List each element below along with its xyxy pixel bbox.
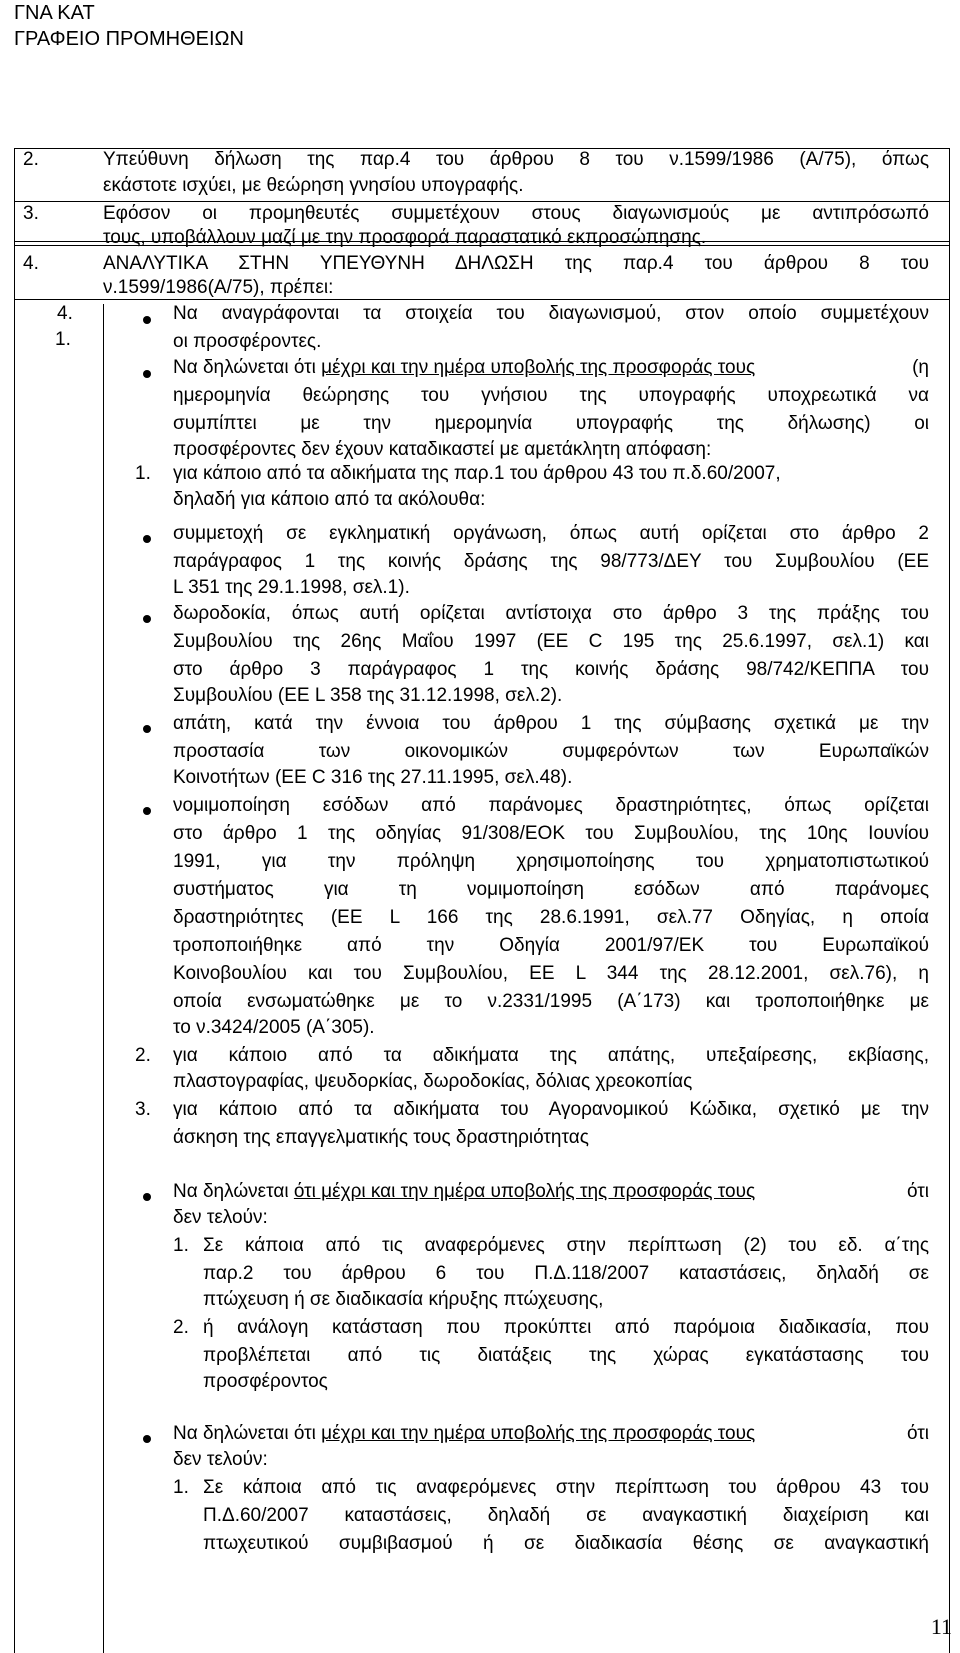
bullet-icon xyxy=(143,370,151,378)
body-text: Να αναγράφονται τα στοιχεία του διαγωνισμού, στον οποίο συμμετέχουν xyxy=(173,303,929,324)
row-text: εκάστοτε ισχύει, με θεώρηση γνησίου υπογραφής. xyxy=(103,175,524,196)
row-text: τους, υποβάλλουν μαζί με την προσφορά παραστατικό εκπροσώπησης. xyxy=(103,227,707,248)
underlined-text: μέχρι και την ημέρα υποβολής της προσφοράς τους xyxy=(321,357,756,378)
body-text: νομιμοποίηση εσόδων από παράνομες δραστηριότητες, όπως ορίζεται xyxy=(173,795,929,816)
body-text: L 351 της 29.1.1998, σελ.1). xyxy=(173,577,410,598)
body-text: τροποποιήθηκε από την Οδηγία 2001/97/ΕΚ του Ευρωπαϊκού xyxy=(173,935,929,956)
body-text: πλαστογραφίας, ψευδορκίας, δωροδοκίας, δόλιας χρεοκοπίας xyxy=(173,1071,693,1092)
bullet-icon xyxy=(143,615,151,623)
underlined-text: μέχρι και την ημέρα υποβολής της προσφοράς τους xyxy=(321,1423,756,1444)
body-text: Συμβουλίου της 26ης Μαΐου 1997 (ΕΕ C 195 της 25.6.1997, σελ.1) και xyxy=(173,631,929,652)
body-text: δραστηριότητες (ΕΕ L 166 της 28.6.1991, σελ.77 Οδηγίας, η οποία xyxy=(173,907,929,928)
bullet-icon xyxy=(143,807,151,815)
body-text: Κοινοτήτων (ΕΕ C 316 της 27.11.1995, σελ.48). xyxy=(173,767,573,788)
body-text: πτωχευτικού συμβιβασμού ή σε διαδικασία θέσης σε αναγκαστική xyxy=(203,1533,929,1554)
list-number: 2. xyxy=(135,1045,151,1066)
body-text: Να δηλώνεται ότι μέχρι και την ημέρα υποβολής της προσφοράς τους ότι xyxy=(173,1423,929,1444)
body-text: Π.Δ.60/2007 καταστάσεις, δηλαδή σε αναγκαστική διαχείριση και xyxy=(203,1505,929,1526)
row-text: ΑΝΑΛΥΤΙΚΑ ΣΤΗΝ ΥΠΕΥΘΥΝΗ ΔΗΛΩΣΗ της παρ.4 του άρθρου 8 του xyxy=(103,253,929,274)
body-text: Να δηλώνεται ότι μέχρι και την ημέρα υποβολής της προσφοράς τους ότι xyxy=(173,1181,929,1202)
body-text: παρ.2 του άρθρου 6 του Π.Δ.118/2007 καταστάσεις, δηλαδή σε xyxy=(203,1263,929,1284)
body-text: για κάποιο από τα αδικήματα του Αγορανομικού Κώδικα, σχετικό με την xyxy=(173,1099,929,1120)
body-text: προσφέροντες δεν έχουν καταδικαστεί με αμετάκλητη απόφαση: xyxy=(173,439,712,460)
list-number: 1. xyxy=(135,463,151,484)
body-text: ημερομηνία θεώρησης του γνήσιου της υπογραφής υποχρεωτικά να xyxy=(173,385,929,406)
body-text: άσκηση της επαγγελματικής τους δραστηριότητας xyxy=(173,1127,589,1148)
body-text: για κάποιο από τα αδικήματα της απάτης, υπεξαίρεσης, εκβίασης, xyxy=(173,1045,929,1066)
row-number: 3. xyxy=(23,203,39,224)
body-text: πτώχευση ή σε διαδικασία κήρυξης πτώχευσης, xyxy=(203,1289,604,1310)
body-text: Συμβουλίου (ΕΕ L 358 της 31.12.1998, σελ.2). xyxy=(173,685,563,706)
body-text: απάτη, κατά την έννοια του άρθρου 1 της σύμβασης σχετικά με την xyxy=(173,713,929,734)
body-text: για κάποιο από τα αδικήματα της παρ.1 του άρθρου 43 του π.δ.60/2007, xyxy=(173,463,781,484)
body-text: προβλέπεται από τις διατάξεις της χώρας εγκατάστασης του xyxy=(203,1345,929,1366)
list-number: 1. xyxy=(173,1235,189,1256)
body-text: οποία ενσωματώθηκε με το ν.2331/1995 (Α΄173) και τροποποιήθηκε με xyxy=(173,991,929,1012)
body-text: παράγραφος 1 της κοινής δράσης της 98/773/ΔΕΥ του Συμβουλίου (ΕΕ xyxy=(173,551,929,572)
body-text: προστασία των οικονομικών συμφερόντων των Ευρωπαϊκών xyxy=(173,741,929,762)
bullet-icon xyxy=(143,1193,151,1201)
row-number: 4. xyxy=(57,303,73,324)
bullet-icon xyxy=(143,725,151,733)
column-divider xyxy=(103,304,104,1653)
body-text: ή ανάλογη κατάσταση που προκύπτει από παρόμοια διαδικασία, που xyxy=(203,1317,929,1338)
body-text: Σε κάποια από τις αναφερόμενες στην περίπτωση του άρθρου 43 του xyxy=(203,1477,929,1498)
row-number: 4. xyxy=(23,253,39,274)
body-text: Σε κάποια από τις αναφερόμενες στην περίπτωση (2) του εδ. α΄της xyxy=(203,1235,929,1256)
header-hospital: ΓΝΑ ΚΑΤ xyxy=(14,2,95,24)
row-number: 2. xyxy=(23,149,39,170)
body-text: δωροδοκία, όπως αυτή ορίζεται αντίστοιχα στο άρθρο 3 της πράξης του xyxy=(173,603,929,624)
bullet-icon xyxy=(143,535,151,543)
body-text: Κοινοβουλίου και του Συμβουλίου, ΕΕ L 344 της 28.12.2001, σελ.76), η xyxy=(173,963,929,984)
body-text: συμμετοχή σε εγκληματική οργάνωση, όπως αυτή ορίζεται στο άρθρο 2 xyxy=(173,523,929,544)
bullet-icon xyxy=(143,1435,151,1443)
bullet-icon xyxy=(143,316,151,324)
body-text: στο άρθρο 3 παράγραφος 1 της κοινής δράσης 98/742/ΚΕΠΠΑ του xyxy=(173,659,929,680)
row-text: Εφόσον οι προμηθευτές συμμετέχουν στους διαγωνισμούς με αντιπρόσωπό xyxy=(103,203,929,224)
header-department: ΓΡΑΦΕΙΟ ΠΡΟΜΗΘΕΙΩΝ xyxy=(14,28,244,50)
requirements-table xyxy=(14,148,950,1653)
body-text: δηλαδή για κάποιο από τα ακόλουθα: xyxy=(173,489,486,510)
underlined-text: ότι μέχρι και την ημέρα υποβολής της προσφοράς τους xyxy=(293,1181,756,1202)
body-text: συμπίπτει με την ημερομηνία υπογραφής της δήλωσης) οι xyxy=(173,413,929,434)
page-header xyxy=(14,0,244,52)
body-text: προσφέροντος xyxy=(203,1371,328,1392)
page-number: 11 xyxy=(930,1614,952,1639)
list-number: 1. xyxy=(173,1477,189,1498)
body-text: το ν.3424/2005 (Α΄305). xyxy=(173,1017,375,1038)
body-text: συστήματος για τη νομιμοποίηση εσόδων από παράνομες xyxy=(173,879,929,900)
list-number: 3. xyxy=(135,1099,151,1120)
body-text: στο άρθρο 1 της οδηγίας 91/308/ΕΟΚ του Συμβουλίου, της 10ης Ιουνίου xyxy=(173,823,929,844)
row-text: Υπεύθυνη δήλωση της παρ.4 του άρθρου 8 του ν.1599/1986 (Α/75), όπως xyxy=(103,149,929,170)
body-text: Να δηλώνεται ότι μέχρι και την ημέρα υποβολής της προσφοράς τους (η xyxy=(173,357,929,378)
body-text: 1991, για την πρόληψη χρησιμοποίησης του χρηματοπιστωτικού xyxy=(173,851,929,872)
list-number: 2. xyxy=(173,1317,189,1338)
body-text: δεν τελούν: xyxy=(173,1449,268,1470)
body-text: οι προσφέροντες. xyxy=(173,331,322,352)
row-text: ν.1599/1986(Α/75), πρέπει: xyxy=(103,277,334,298)
body-text: δεν τελούν: xyxy=(173,1207,268,1228)
row-number: 1. xyxy=(55,329,71,350)
